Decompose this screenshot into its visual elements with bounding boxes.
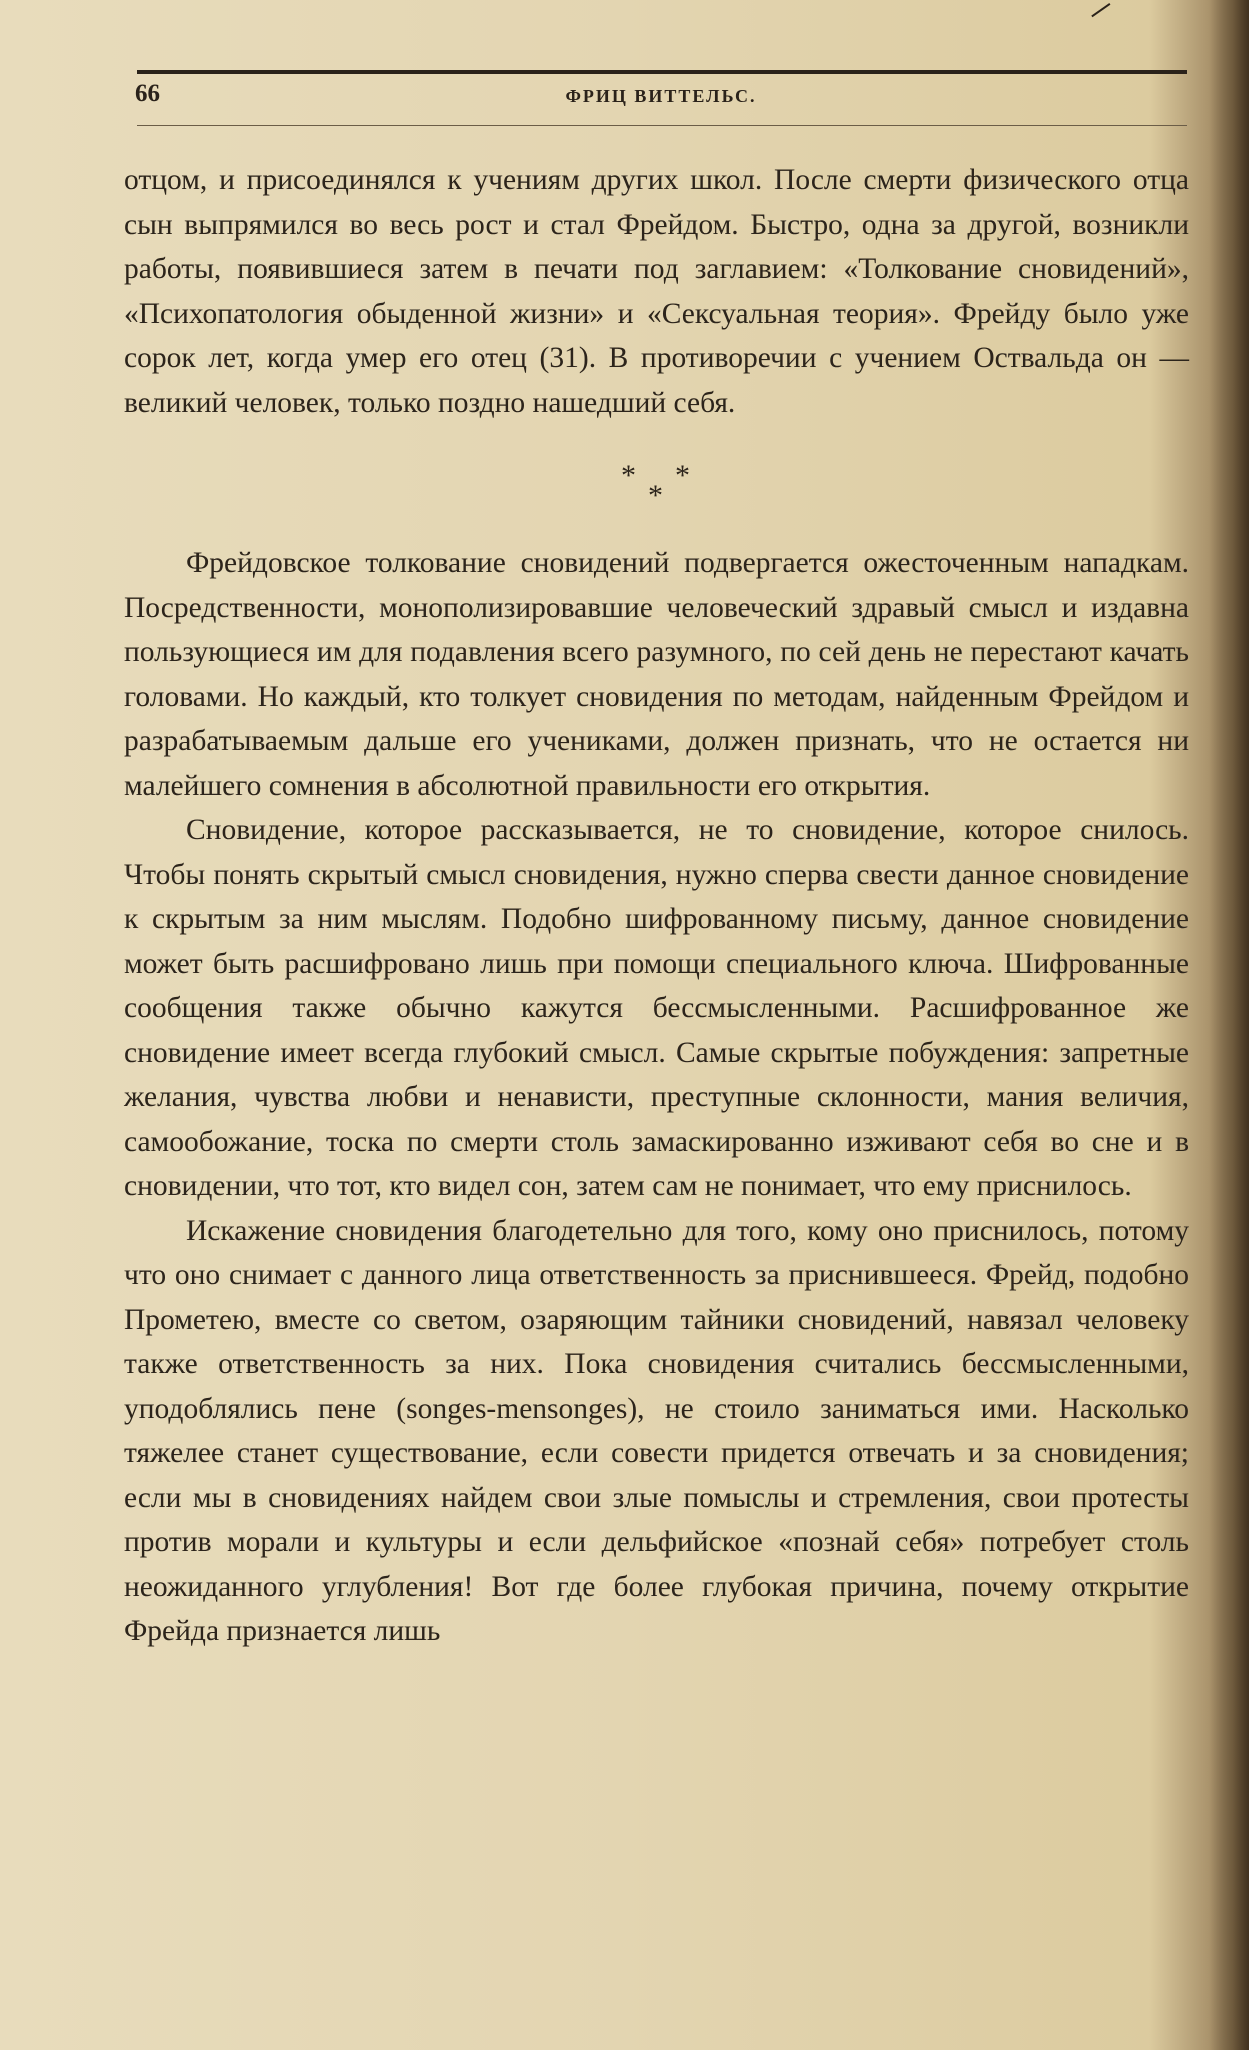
header-rule-top [137,70,1187,74]
page-number: 66 [135,80,160,107]
separator-star-center: * [648,479,663,512]
body-text [124,158,1189,1654]
paragraph: Сновидение, которое рассказывается, не то сновидение, которое снилось. Чтобы понять скрытый смысл сновидения, нужно сперва свести данное сновидение к скрытым за ним мыслям. Подобно шифрованному письму, данное сновидение может быть расшифровано лишь при помощи специального ключа. Шифрованные сообщения также обычно кажутся бессмысленными. Расшифрованное же сновидение имеет всегда глубокий смысл. Самые скрытые побуждения: запретные желания, чувства любви и ненависти, преступные склонности, мания величия, самообожание, тоска по смерти столь замаскированно изживают себя во сне и в сновидении, что тот, кто видел сон, затем сам не понимает, что ему приснилось. [124,814,1189,1202]
paragraph-continued: отцом, и присоединялся к учениям других школ. После смерти физического отца сын выпрямился во весь рост и стал Фрейдом. Быстро, одна за другой, возникли работы, появившиеся затем в печати под заглавием: «Толкование сновидений», «Психопатология обыденной жизни» и «Сексуальная теория». Фрейду было уже сорок лет, когда умер его отец (31). В противоречии с учением Оствальда он — великий человек, только поздно нашедший себя. [124,164,1189,419]
paragraph: Фрейдовское толкование сновидений подвергается ожесточенным нападкам. Посредственности, монополизировавшие человеческий здравый смысл и издавна пользующиеся им для подавления всего разумного, по сей день не перестают качать головами. Но каждый, кто толкует сновидения по методам, найденным Фрейдом и разрабатываемым дальше его учениками, должен признать, что не остается ни малейшего сомнения в абсолютной правильности его открытия. [124,547,1189,802]
header-rule-bottom [137,125,1187,126]
separator-star-right: * [675,459,690,492]
page-header [135,80,1187,120]
separator-star-left: * [621,459,636,492]
paragraph: Искажение сновидения благодетельно для того, кому оно приснилось, потому что оно снимает с данного лица ответственность за приснившееся. Фрейд, подобно Прометею, вместе со светом, озаряющим тайники сновидений, навязал человеку также ответственность за них. Пока сновидения считались бессмысленными, уподоблялись пене (songes-mensonges), не стоило заниматься ими. Насколько тяжелее станет существование, если совести придется отвечать и за сновидения; если мы в сновидениях найдем свои злые помыслы и стремления, свои протесты против морали и культуры и если дельфийское «познай себя» потребует столь неожиданного углубления! Вот где более глубокая причина, почему открытие Фрейда признается лишь [124,1214,1189,1647]
binding-shadow [1209,0,1249,2050]
pencil-tick-mark [1086,0,1111,17]
section-separator [124,425,1189,541]
running-head: ФРИЦ ВИТТЕЛЬС. [565,86,757,106]
